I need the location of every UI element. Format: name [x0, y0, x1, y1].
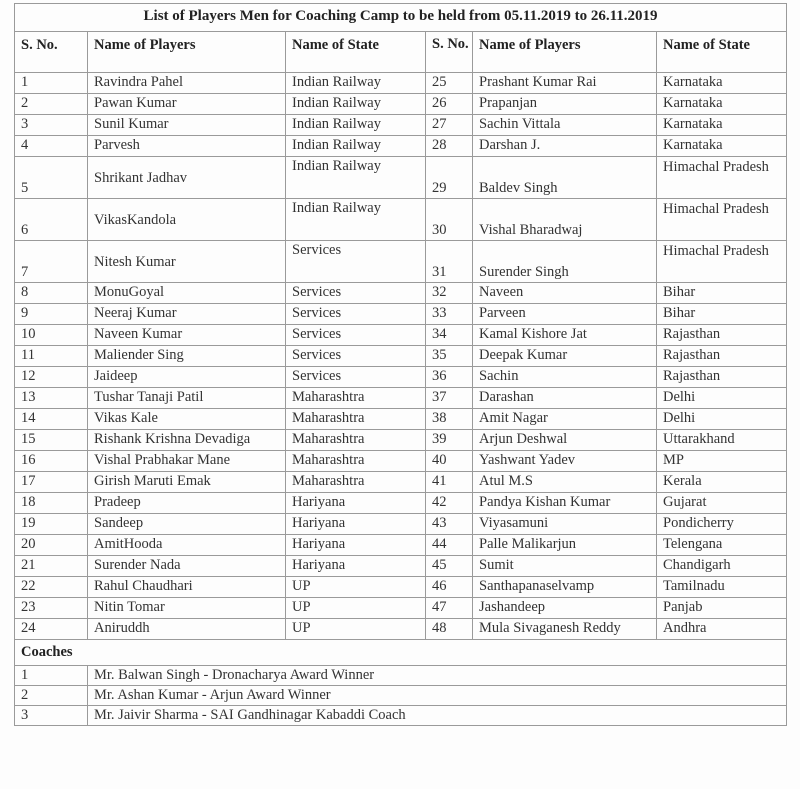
cell-sno-2: 42	[426, 493, 473, 514]
table-row	[15, 304, 787, 325]
cell-sno-2: 48	[426, 619, 473, 640]
cell-sno: 24	[15, 619, 88, 640]
cell-player-name-2: Darashan	[473, 388, 657, 409]
cell-state-2: Rajasthan	[657, 346, 787, 367]
cell-state-2: Bihar	[657, 304, 787, 325]
cell-state: Indian Railway	[286, 136, 426, 157]
cell-sno-2: 47	[426, 598, 473, 619]
header-sno-2: S. No.	[426, 32, 473, 73]
cell-player-name: Sandeep	[88, 514, 286, 535]
cell-state-2: Andhra	[657, 619, 787, 640]
cell-sno-2: 31	[426, 241, 473, 283]
cell-state: UP	[286, 598, 426, 619]
cell-player-name-2: Viyasamuni	[473, 514, 657, 535]
cell-player-name-2: Prapanjan	[473, 94, 657, 115]
table-row	[15, 472, 787, 493]
cell-sno-2: 45	[426, 556, 473, 577]
cell-state-2: Telengana	[657, 535, 787, 556]
cell-player-name-2: Jashandeep	[473, 598, 657, 619]
cell-player-name-2: Palle Malikarjun	[473, 535, 657, 556]
cell-player-name-2: Yashwant Yadev	[473, 451, 657, 472]
cell-sno: 4	[15, 136, 88, 157]
cell-sno: 2	[15, 94, 88, 115]
header-state: Name of State	[286, 32, 426, 73]
coach-name: Mr. Ashan Kumar - Arjun Award Winner	[88, 686, 787, 706]
cell-player-name-2: Vishal Bharadwaj	[473, 199, 657, 241]
coach-sno: 2	[15, 686, 88, 706]
cell-sno-2: 26	[426, 94, 473, 115]
cell-player-name: Pawan Kumar	[88, 94, 286, 115]
table-row	[15, 241, 787, 283]
cell-player-name: Sunil Kumar	[88, 115, 286, 136]
table-row	[15, 556, 787, 577]
cell-sno-2: 43	[426, 514, 473, 535]
cell-player-name-2: Kamal Kishore Jat	[473, 325, 657, 346]
cell-state: Services	[286, 346, 426, 367]
cell-sno-2: 35	[426, 346, 473, 367]
cell-player-name: Vishal Prabhakar Mane	[88, 451, 286, 472]
cell-state: Hariyana	[286, 514, 426, 535]
cell-player-name-2: Surender Singh	[473, 241, 657, 283]
cell-state-2: MP	[657, 451, 787, 472]
header-name-2: Name of Players	[473, 32, 657, 73]
cell-sno: 18	[15, 493, 88, 514]
table-row	[15, 514, 787, 535]
cell-player-name: Girish Maruti Emak	[88, 472, 286, 493]
cell-state-2: Tamilnadu	[657, 577, 787, 598]
table-row	[15, 598, 787, 619]
coaches-header-row	[15, 640, 787, 666]
table-row	[15, 451, 787, 472]
cell-sno: 12	[15, 367, 88, 388]
table-row	[15, 115, 787, 136]
cell-sno-2: 36	[426, 367, 473, 388]
cell-state: Hariyana	[286, 535, 426, 556]
cell-state-2: Karnataka	[657, 115, 787, 136]
cell-player-name: Rahul Chaudhari	[88, 577, 286, 598]
cell-sno: 13	[15, 388, 88, 409]
coach-sno: 3	[15, 706, 88, 726]
cell-player-name-2: Sumit	[473, 556, 657, 577]
cell-sno-2: 39	[426, 430, 473, 451]
coaches-label: Coaches	[15, 640, 787, 666]
cell-sno: 20	[15, 535, 88, 556]
cell-state: Indian Railway	[286, 115, 426, 136]
cell-sno-2: 25	[426, 73, 473, 94]
cell-player-name: Jaideep	[88, 367, 286, 388]
cell-player-name-2: Deepak Kumar	[473, 346, 657, 367]
table-row	[15, 619, 787, 640]
cell-state: Maharashtra	[286, 409, 426, 430]
cell-player-name: Vikas Kale	[88, 409, 286, 430]
header-state-2: Name of State	[657, 32, 787, 73]
table-row	[15, 535, 787, 556]
coach-row	[15, 706, 787, 726]
cell-sno-2: 44	[426, 535, 473, 556]
cell-state-2: Karnataka	[657, 73, 787, 94]
table-row	[15, 577, 787, 598]
cell-state: Maharashtra	[286, 472, 426, 493]
cell-player-name: Ravindra Pahel	[88, 73, 286, 94]
cell-player-name-2: Pandya Kishan Kumar	[473, 493, 657, 514]
cell-state: Services	[286, 304, 426, 325]
coach-row	[15, 666, 787, 686]
cell-sno: 7	[15, 241, 88, 283]
cell-sno-2: 40	[426, 451, 473, 472]
coach-name: Mr. Jaivir Sharma - SAI Gandhinagar Kabaddi Coach	[88, 706, 787, 726]
cell-state-2: Kerala	[657, 472, 787, 493]
coach-sno: 1	[15, 666, 88, 686]
cell-player-name-2: Sachin Vittala	[473, 115, 657, 136]
cell-sno: 16	[15, 451, 88, 472]
cell-state: Indian Railway	[286, 73, 426, 94]
cell-state-2: Rajasthan	[657, 367, 787, 388]
cell-player-name-2: Mula Sivaganesh Reddy	[473, 619, 657, 640]
cell-player-name: Nitin Tomar	[88, 598, 286, 619]
cell-state: Services	[286, 283, 426, 304]
cell-state-2: Himachal Pradesh	[657, 241, 787, 283]
table-row	[15, 430, 787, 451]
table-row	[15, 136, 787, 157]
cell-state-2: Karnataka	[657, 136, 787, 157]
table-row	[15, 199, 787, 241]
table-row	[15, 367, 787, 388]
cell-sno: 15	[15, 430, 88, 451]
cell-sno: 19	[15, 514, 88, 535]
cell-sno: 22	[15, 577, 88, 598]
cell-player-name: Tushar Tanaji Patil	[88, 388, 286, 409]
cell-state: Hariyana	[286, 493, 426, 514]
cell-state: Services	[286, 241, 426, 283]
table-row	[15, 325, 787, 346]
cell-sno-2: 38	[426, 409, 473, 430]
cell-player-name: AmitHooda	[88, 535, 286, 556]
cell-player-name: VikasKandola	[88, 199, 286, 241]
cell-state: Maharashtra	[286, 430, 426, 451]
cell-state: UP	[286, 619, 426, 640]
cell-sno-2: 46	[426, 577, 473, 598]
cell-state: Indian Railway	[286, 94, 426, 115]
coach-row	[15, 686, 787, 706]
table-row	[15, 346, 787, 367]
table-row	[15, 493, 787, 514]
cell-state: Indian Railway	[286, 157, 426, 199]
cell-sno: 14	[15, 409, 88, 430]
cell-state-2: Gujarat	[657, 493, 787, 514]
cell-player-name-2: Sachin	[473, 367, 657, 388]
cell-player-name: MonuGoyal	[88, 283, 286, 304]
cell-state-2: Pondicherry	[657, 514, 787, 535]
cell-sno: 6	[15, 199, 88, 241]
cell-player-name: Pradeep	[88, 493, 286, 514]
cell-player-name-2: Darshan J.	[473, 136, 657, 157]
table-row	[15, 388, 787, 409]
coach-name: Mr. Balwan Singh - Dronacharya Award Winner	[88, 666, 787, 686]
cell-state-2: Himachal Pradesh	[657, 199, 787, 241]
cell-state: Maharashtra	[286, 388, 426, 409]
cell-player-name: Naveen Kumar	[88, 325, 286, 346]
cell-player-name: Nitesh Kumar	[88, 241, 286, 283]
cell-sno-2: 29	[426, 157, 473, 199]
cell-state: Hariyana	[286, 556, 426, 577]
header-row	[15, 32, 787, 73]
header-sno: S. No.	[15, 32, 88, 73]
cell-sno-2: 34	[426, 325, 473, 346]
cell-sno-2: 27	[426, 115, 473, 136]
cell-state-2: Rajasthan	[657, 325, 787, 346]
cell-sno: 23	[15, 598, 88, 619]
cell-player-name-2: Prashant Kumar Rai	[473, 73, 657, 94]
cell-state: UP	[286, 577, 426, 598]
cell-player-name-2: Atul M.S	[473, 472, 657, 493]
cell-player-name-2: Santhapanaselvamp	[473, 577, 657, 598]
cell-player-name: Parvesh	[88, 136, 286, 157]
cell-player-name-2: Parveen	[473, 304, 657, 325]
cell-sno-2: 28	[426, 136, 473, 157]
cell-sno: 8	[15, 283, 88, 304]
cell-state-2: Panjab	[657, 598, 787, 619]
cell-state: Services	[286, 367, 426, 388]
document-title: List of Players Men for Coaching Camp to be held from 05.11.2019 to 26.11.2019	[15, 4, 787, 32]
cell-sno: 17	[15, 472, 88, 493]
cell-state-2: Delhi	[657, 388, 787, 409]
cell-player-name-2: Arjun Deshwal	[473, 430, 657, 451]
cell-state-2: Himachal Pradesh	[657, 157, 787, 199]
cell-sno: 21	[15, 556, 88, 577]
cell-sno: 10	[15, 325, 88, 346]
cell-state-2: Chandigarh	[657, 556, 787, 577]
cell-sno-2: 30	[426, 199, 473, 241]
cell-sno: 1	[15, 73, 88, 94]
cell-state-2: Karnataka	[657, 94, 787, 115]
cell-player-name: Aniruddh	[88, 619, 286, 640]
cell-player-name-2: Baldev Singh	[473, 157, 657, 199]
cell-sno-2: 41	[426, 472, 473, 493]
cell-state: Maharashtra	[286, 451, 426, 472]
cell-state: Indian Railway	[286, 199, 426, 241]
cell-state-2: Bihar	[657, 283, 787, 304]
cell-sno-2: 32	[426, 283, 473, 304]
cell-sno-2: 33	[426, 304, 473, 325]
table-row	[15, 283, 787, 304]
cell-player-name: Surender Nada	[88, 556, 286, 577]
table-row	[15, 409, 787, 430]
cell-sno: 9	[15, 304, 88, 325]
cell-player-name: Neeraj Kumar	[88, 304, 286, 325]
cell-player-name: Maliender Sing	[88, 346, 286, 367]
cell-sno-2: 37	[426, 388, 473, 409]
cell-sno: 11	[15, 346, 88, 367]
cell-player-name: Rishank Krishna Devadiga	[88, 430, 286, 451]
cell-player-name-2: Amit Nagar	[473, 409, 657, 430]
cell-player-name: Shrikant Jadhav	[88, 157, 286, 199]
players-table	[14, 3, 787, 726]
header-name: Name of Players	[88, 32, 286, 73]
table-row	[15, 94, 787, 115]
cell-sno: 3	[15, 115, 88, 136]
table-row	[15, 73, 787, 94]
table-row	[15, 157, 787, 199]
cell-state-2: Uttarakhand	[657, 430, 787, 451]
cell-sno: 5	[15, 157, 88, 199]
cell-state: Services	[286, 325, 426, 346]
cell-state-2: Delhi	[657, 409, 787, 430]
cell-player-name-2: Naveen	[473, 283, 657, 304]
